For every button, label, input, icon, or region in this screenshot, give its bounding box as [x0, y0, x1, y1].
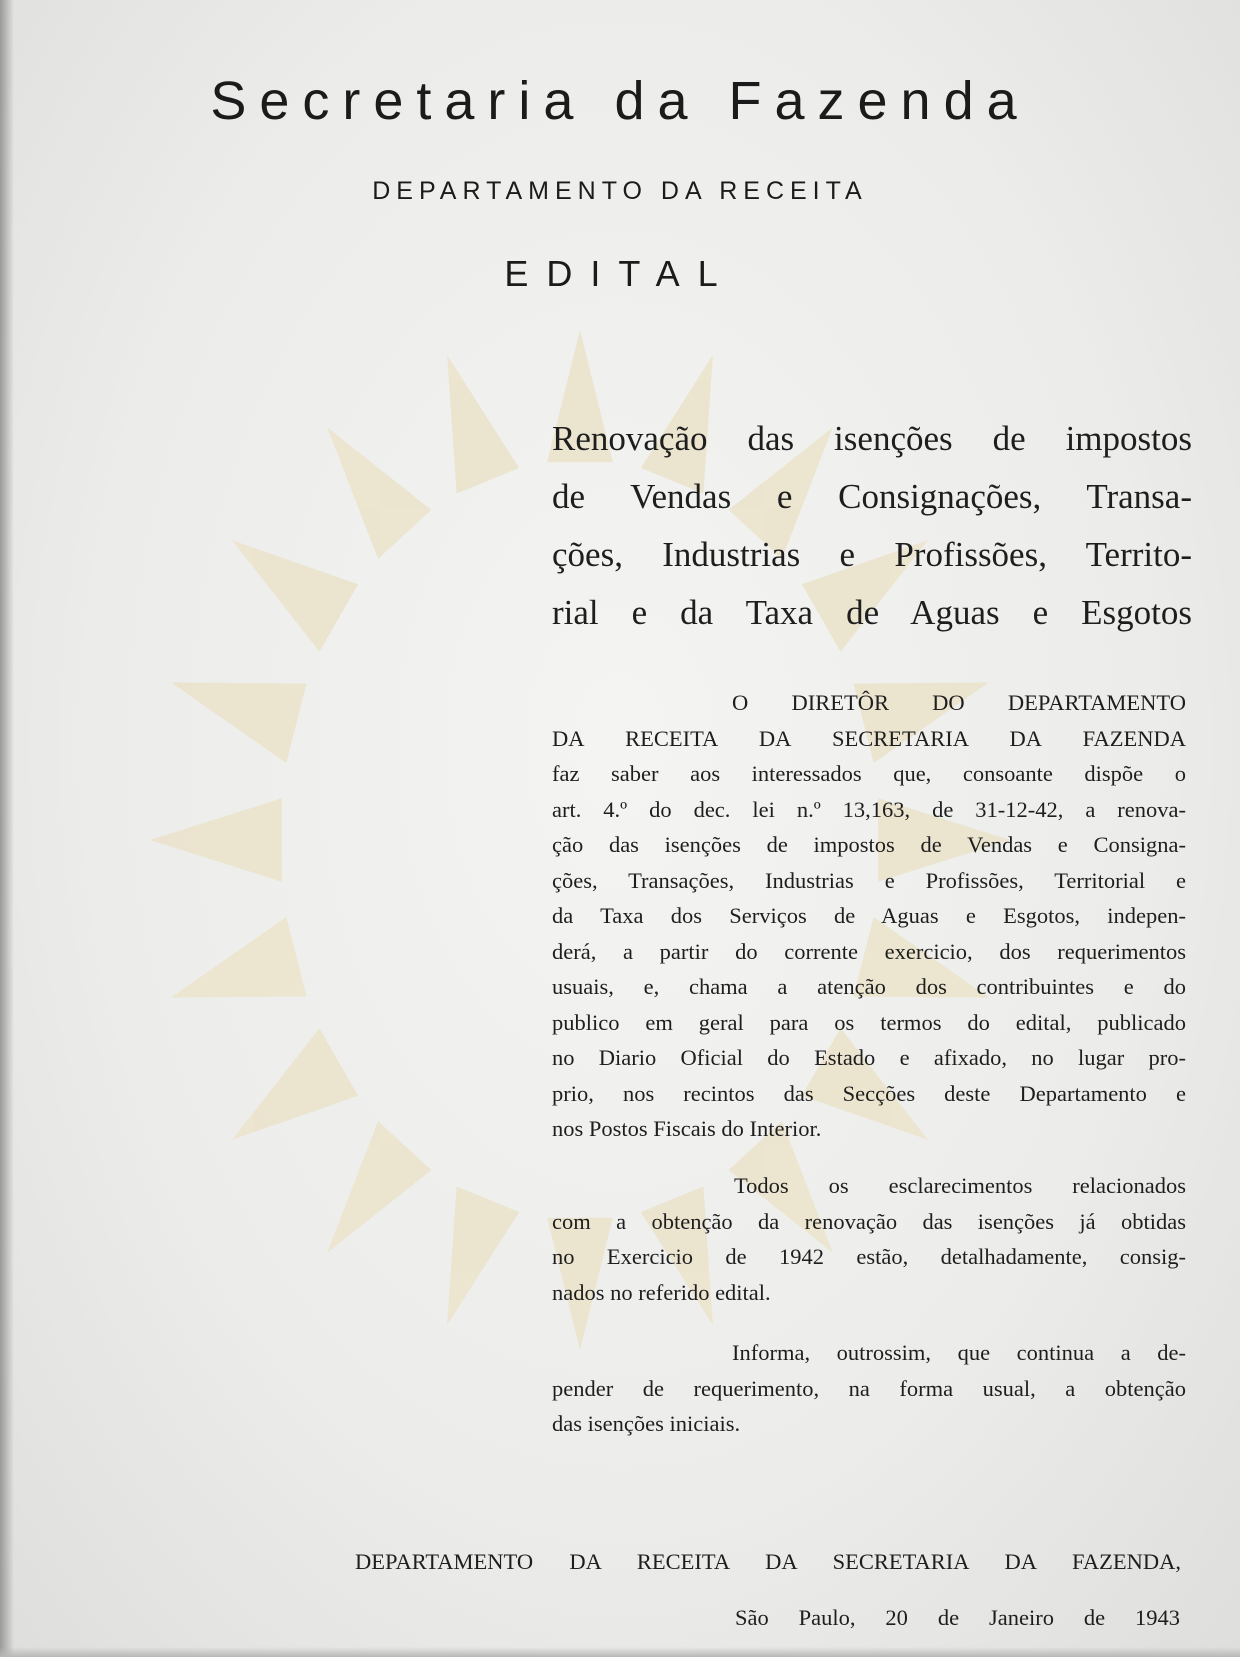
paragraph-line: ções, Transações, Industrias e Profissões, Territorial e: [552, 867, 1186, 893]
page-title: Secretaria da Fazenda: [210, 71, 1030, 131]
paragraph-line: prio, nos recintos das Secções deste Departamento e: [552, 1080, 1186, 1106]
paragraph-line: nos Postos Fiscais do Interior.: [552, 1116, 822, 1141]
sun-ray-shape: [232, 540, 358, 651]
document-type-heading: EDITAL: [504, 253, 736, 294]
issuer-signature-line: DEPARTAMENTO DA RECEITA DA SECRETARIA DA FAZENDA,: [355, 1549, 1181, 1574]
paragraph-line: Informa, outrossim, que continua a de-: [732, 1340, 1186, 1365]
department-heading: DEPARTAMENTO DA RECEITA: [372, 177, 868, 205]
headline-line: Renovação das isenções de impostos: [552, 419, 1192, 458]
paragraph-line: faz saber aos interessados que, consoante dispõe o: [552, 761, 1186, 786]
sun-ray-shape: [327, 427, 431, 559]
sun-ray-shape: [447, 1186, 519, 1325]
scan-edge-bottom: [0, 1647, 1240, 1657]
sun-ray-shape: [327, 1121, 431, 1253]
paragraph-line: das isenções iniciais.: [552, 1411, 741, 1436]
paragraph-line: O DIRETÔR DO DEPARTAMENTO: [732, 690, 1186, 715]
paragraph-line: ção das isenções de impostos de Vendas e Consigna-: [552, 832, 1186, 857]
sun-ray-shape: [171, 917, 307, 998]
place-and-date: São Paulo, 20 de Janeiro de 1943: [735, 1605, 1180, 1630]
paragraph-line: derá, a partir do corrente exercicio, dos requerimentos: [552, 938, 1186, 964]
paragraph-line: no Diario Oficial do Estado e afixado, no lugar pro-: [552, 1045, 1186, 1070]
edict-paragraph-2: [552, 1168, 1186, 1310]
paragraph-line: com a obtenção da renovação das isenções já obtidas: [552, 1208, 1186, 1234]
edict-paragraph-1: [552, 685, 1186, 1147]
paragraph-line: art. 4.º do dec. lei n.º 13,163, de 31-12-42, a renova-: [552, 796, 1186, 822]
scan-edge-left: [0, 0, 14, 1657]
sun-ray-shape: [171, 682, 307, 763]
paragraph-line: pender de requerimento, na forma usual, a obtenção: [552, 1375, 1186, 1401]
paragraph-line: nados no referido edital.: [552, 1279, 771, 1305]
paragraph-line: Todos os esclarecimentos relacionados: [734, 1173, 1186, 1198]
headline-line: rial e da Taxa de Aguas e Esgotos: [552, 593, 1192, 632]
edict-headline: [552, 410, 1192, 642]
sun-ray-shape: [150, 798, 282, 881]
headline-line: ções, Industrias e Profissões, Territo-: [552, 535, 1192, 574]
paragraph-line: no Exercicio de 1942 estão, detalhadamente, consig-: [552, 1244, 1186, 1269]
paragraph-line: usuais, e, chama a atenção dos contribuintes e do: [552, 974, 1186, 999]
headline-line: de Vendas e Consignações, Transa-: [552, 477, 1192, 516]
paragraph-line: publico em geral para os termos do edital, publicado: [552, 1009, 1186, 1035]
edict-paragraph-3: [552, 1335, 1186, 1442]
paragraph-line: da Taxa dos Serviços de Aguas e Esgotos, indepen-: [552, 903, 1186, 928]
sun-ray-shape: [447, 355, 519, 494]
sun-ray-shape: [232, 1028, 358, 1139]
paragraph-line: DA RECEITA DA SECRETARIA DA FAZENDA: [552, 725, 1186, 751]
